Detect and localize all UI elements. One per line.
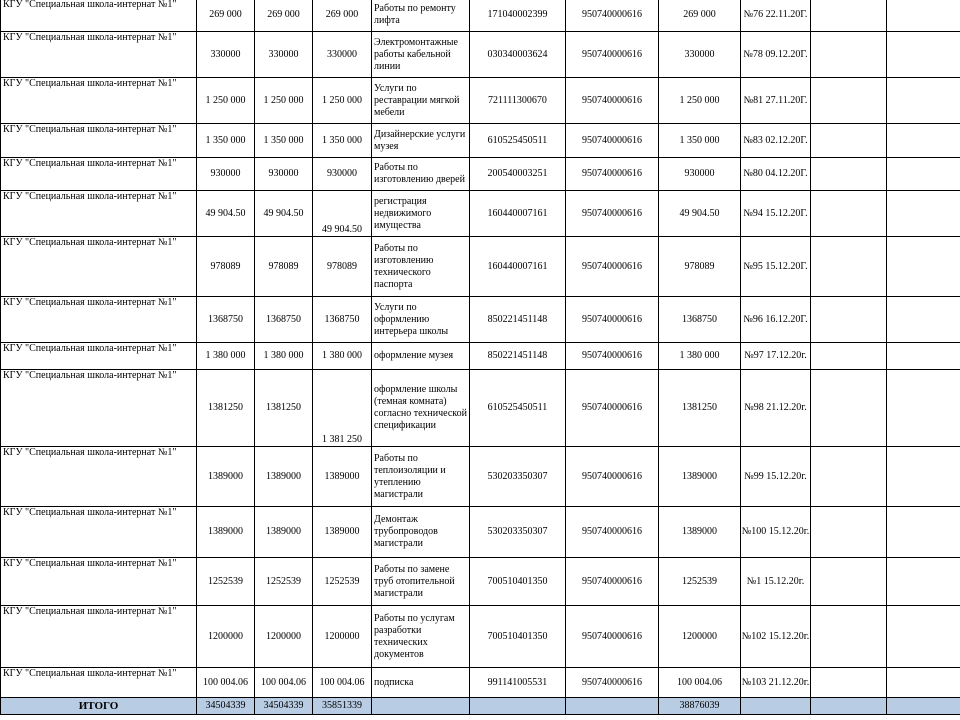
document-cell: №83 02.12.20Г. (741, 124, 811, 158)
amount-cell: 1 381 250 (313, 370, 372, 447)
table-row (1, 124, 960, 158)
amount-cell: 1200000 (255, 606, 313, 668)
empty-cell (811, 606, 887, 668)
amount-cell: 1381250 (659, 370, 741, 447)
description-cell: Услуги по оформлению интерьера школы (372, 297, 470, 343)
empty-cell (811, 124, 887, 158)
amount-cell: 1252539 (197, 558, 255, 606)
table-row (1, 606, 960, 668)
amount-cell: 269 000 (255, 0, 313, 32)
total-amount-cell: 34504339 (197, 698, 255, 715)
amount-cell: 1 250 000 (197, 78, 255, 124)
table-row (1, 158, 960, 191)
empty-cell (887, 0, 960, 32)
empty-cell (887, 237, 960, 297)
description-cell: Демонтаж трубопроводов магистрали (372, 507, 470, 558)
code-cell: 200540003251 (470, 158, 566, 191)
table-row (1, 191, 960, 237)
description-cell: Работы по теплоизоляции и утеплению магистрали (372, 447, 470, 507)
amount-cell: 330000 (659, 32, 741, 78)
empty-cell (811, 78, 887, 124)
table-row (1, 343, 960, 370)
code-cell: 950740000616 (566, 78, 659, 124)
empty-cell (887, 78, 960, 124)
amount-cell: 1 380 000 (313, 343, 372, 370)
amount-cell: 1381250 (255, 370, 313, 447)
code-cell: 950740000616 (566, 297, 659, 343)
description-cell: регистрация недвижимого имущества (372, 191, 470, 237)
amount-cell: 978089 (313, 237, 372, 297)
empty-cell (811, 447, 887, 507)
table-row (1, 0, 960, 32)
amount-cell: 930000 (313, 158, 372, 191)
amount-cell: 1368750 (313, 297, 372, 343)
code-cell: 530203350307 (470, 507, 566, 558)
amount-cell: 1389000 (659, 507, 741, 558)
code-cell: 950740000616 (566, 507, 659, 558)
document-cell: №95 15.12.20Г. (741, 237, 811, 297)
amount-cell: 1368750 (659, 297, 741, 343)
document-cell: №94 15.12.20Г. (741, 191, 811, 237)
description-cell: Работы по замене труб отопительной магистрали (372, 558, 470, 606)
empty-cell (887, 124, 960, 158)
code-cell: 950740000616 (566, 0, 659, 32)
amount-cell: 1252539 (255, 558, 313, 606)
amount-cell: 1 380 000 (659, 343, 741, 370)
document-cell: №103 21.12.20г. (741, 668, 811, 698)
code-cell: 950740000616 (566, 191, 659, 237)
amount-cell: 1368750 (255, 297, 313, 343)
amount-cell: 269 000 (197, 0, 255, 32)
empty-cell (887, 32, 960, 78)
description-cell: Электромонтажные работы кабельной линии (372, 32, 470, 78)
code-cell: 991141005531 (470, 668, 566, 698)
empty-cell (887, 558, 960, 606)
code-cell: 610525450511 (470, 370, 566, 447)
empty-cell (887, 507, 960, 558)
code-cell: 160440007161 (470, 191, 566, 237)
table-row (1, 297, 960, 343)
empty-cell (470, 698, 566, 715)
org-cell: КГУ "Специальная школа-интернат №1" (1, 0, 197, 32)
amount-cell: 930000 (255, 158, 313, 191)
amount-cell: 1389000 (197, 507, 255, 558)
description-cell: оформление музея (372, 343, 470, 370)
code-cell: 950740000616 (566, 558, 659, 606)
amount-cell: 269 000 (659, 0, 741, 32)
table-row (1, 507, 960, 558)
empty-cell (887, 370, 960, 447)
empty-cell (811, 191, 887, 237)
document-cell: №96 16.12.20Г. (741, 297, 811, 343)
org-cell: КГУ "Специальная школа-интернат №1" (1, 370, 197, 447)
amount-cell: 1 350 000 (659, 124, 741, 158)
table-row (1, 447, 960, 507)
code-cell: 950740000616 (566, 32, 659, 78)
org-cell: КГУ "Специальная школа-интернат №1" (1, 507, 197, 558)
document-cell: №102 15.12.20г. (741, 606, 811, 668)
total-amount-cell: 34504339 (255, 698, 313, 715)
amount-cell: 1389000 (255, 447, 313, 507)
empty-cell (887, 158, 960, 191)
code-cell: 950740000616 (566, 606, 659, 668)
amount-cell: 1 250 000 (255, 78, 313, 124)
total-amount-cell: 35851339 (313, 698, 372, 715)
description-cell: Работы по услугам разработки технических документов (372, 606, 470, 668)
amount-cell: 1200000 (313, 606, 372, 668)
org-cell: КГУ "Специальная школа-интернат №1" (1, 606, 197, 668)
org-cell: КГУ "Специальная школа-интернат №1" (1, 158, 197, 191)
amount-cell: 49 904.50 (255, 191, 313, 237)
amount-cell: 100 004.06 (197, 668, 255, 698)
amount-cell: 100 004.06 (313, 668, 372, 698)
table-row (1, 668, 960, 698)
code-cell: 950740000616 (566, 343, 659, 370)
empty-cell (887, 297, 960, 343)
org-cell: КГУ "Специальная школа-интернат №1" (1, 237, 197, 297)
code-cell: 171040002399 (470, 0, 566, 32)
code-cell: 721111300670 (470, 78, 566, 124)
empty-cell (887, 447, 960, 507)
table-row (1, 558, 960, 606)
amount-cell: 1252539 (313, 558, 372, 606)
amount-cell: 1 350 000 (313, 124, 372, 158)
empty-cell (887, 343, 960, 370)
description-cell: Услуги по реставрации мягкой мебели (372, 78, 470, 124)
amount-cell: 330000 (255, 32, 313, 78)
empty-cell (372, 698, 470, 715)
amount-cell: 49 904.50 (313, 191, 372, 237)
org-cell: КГУ "Специальная школа-интернат №1" (1, 191, 197, 237)
table-row (1, 370, 960, 447)
document-cell: №1 15.12.20г. (741, 558, 811, 606)
empty-cell (887, 698, 960, 715)
total-amount-cell: 38876039 (659, 698, 741, 715)
org-cell: КГУ "Специальная школа-интернат №1" (1, 297, 197, 343)
amount-cell: 330000 (313, 32, 372, 78)
amount-cell: 930000 (197, 158, 255, 191)
empty-cell (811, 558, 887, 606)
amount-cell: 1389000 (313, 507, 372, 558)
amount-cell: 1200000 (659, 606, 741, 668)
amount-cell: 1389000 (313, 447, 372, 507)
amount-cell: 1389000 (255, 507, 313, 558)
document-cell: №99 15.12.20г. (741, 447, 811, 507)
empty-cell (741, 698, 811, 715)
code-cell: 700510401350 (470, 606, 566, 668)
amount-cell: 1 380 000 (197, 343, 255, 370)
empty-cell (887, 668, 960, 698)
code-cell: 610525450511 (470, 124, 566, 158)
code-cell: 850221451148 (470, 297, 566, 343)
amount-cell: 930000 (659, 158, 741, 191)
description-cell: Работы по ремонту лифта (372, 0, 470, 32)
amount-cell: 269 000 (313, 0, 372, 32)
description-cell: Дизайнерские услуги музея (372, 124, 470, 158)
code-cell: 950740000616 (566, 668, 659, 698)
empty-cell (811, 297, 887, 343)
amount-cell: 978089 (255, 237, 313, 297)
code-cell: 160440007161 (470, 237, 566, 297)
amount-cell: 49 904.50 (659, 191, 741, 237)
description-cell: подписка (372, 668, 470, 698)
org-cell: КГУ "Специальная школа-интернат №1" (1, 668, 197, 698)
description-cell: оформление школы (темная комната) согласно технической спецификации (372, 370, 470, 447)
code-cell: 950740000616 (566, 370, 659, 447)
org-cell: КГУ "Специальная школа-интернат №1" (1, 78, 197, 124)
empty-cell (811, 343, 887, 370)
table-row (1, 237, 960, 297)
amount-cell: 1 380 000 (255, 343, 313, 370)
empty-cell (566, 698, 659, 715)
amount-cell: 1 350 000 (255, 124, 313, 158)
amount-cell: 1 250 000 (659, 78, 741, 124)
amount-cell: 49 904.50 (197, 191, 255, 237)
code-cell: 950740000616 (566, 237, 659, 297)
amount-cell: 1 250 000 (313, 78, 372, 124)
document-cell: №98 21.12.20г. (741, 370, 811, 447)
table-body (1, 0, 960, 715)
amount-cell: 100 004.06 (659, 668, 741, 698)
code-cell: 850221451148 (470, 343, 566, 370)
document-cell: №78 09.12.20Г. (741, 32, 811, 78)
empty-cell (811, 158, 887, 191)
org-cell: КГУ "Специальная школа-интернат №1" (1, 447, 197, 507)
amount-cell: 1252539 (659, 558, 741, 606)
amount-cell: 1381250 (197, 370, 255, 447)
empty-cell (811, 32, 887, 78)
empty-cell (811, 370, 887, 447)
org-cell: КГУ "Специальная школа-интернат №1" (1, 32, 197, 78)
code-cell: 030340003624 (470, 32, 566, 78)
empty-cell (811, 668, 887, 698)
code-cell: 700510401350 (470, 558, 566, 606)
amount-cell: 1 350 000 (197, 124, 255, 158)
empty-cell (811, 237, 887, 297)
description-cell: Работы по изготовлению дверей (372, 158, 470, 191)
amount-cell: 100 004.06 (255, 668, 313, 698)
amount-cell: 1368750 (197, 297, 255, 343)
org-cell: КГУ "Специальная школа-интернат №1" (1, 343, 197, 370)
code-cell: 950740000616 (566, 124, 659, 158)
amount-cell: 1200000 (197, 606, 255, 668)
empty-cell (811, 698, 887, 715)
amount-cell: 1389000 (197, 447, 255, 507)
amount-cell: 1389000 (659, 447, 741, 507)
total-label: ИТОГО (1, 698, 197, 715)
empty-cell (887, 606, 960, 668)
document-cell: №97 17.12.20г. (741, 343, 811, 370)
amount-cell: 978089 (659, 237, 741, 297)
document-cell: №76 22.11.20Г. (741, 0, 811, 32)
code-cell: 950740000616 (566, 447, 659, 507)
empty-cell (811, 0, 887, 32)
table-row (1, 78, 960, 124)
code-cell: 950740000616 (566, 158, 659, 191)
document-cell: №80 04.12.20Г. (741, 158, 811, 191)
org-cell: КГУ "Специальная школа-интернат №1" (1, 124, 197, 158)
document-cell: №81 27.11.20Г. (741, 78, 811, 124)
code-cell: 530203350307 (470, 447, 566, 507)
org-cell: КГУ "Специальная школа-интернат №1" (1, 558, 197, 606)
empty-cell (811, 507, 887, 558)
description-cell: Работы по изготовлению технического паспорта (372, 237, 470, 297)
document-cell: №100 15.12.20г. (741, 507, 811, 558)
empty-cell (887, 191, 960, 237)
total-row (1, 698, 960, 715)
amount-cell: 978089 (197, 237, 255, 297)
amount-cell: 330000 (197, 32, 255, 78)
table-row (1, 32, 960, 78)
